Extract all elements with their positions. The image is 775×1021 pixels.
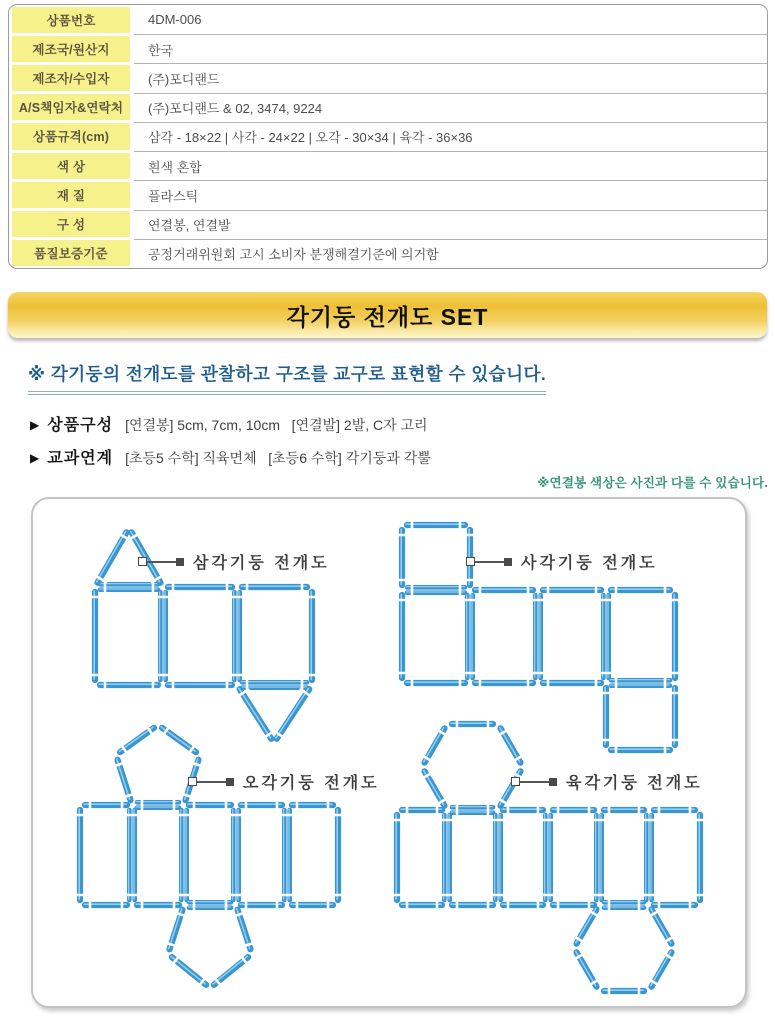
table-row xyxy=(9,34,767,63)
spec-value: 흰색 혼합 xyxy=(134,151,767,180)
leader-line xyxy=(520,781,549,783)
leader-start-square-icon xyxy=(466,557,475,566)
table-row xyxy=(9,239,767,268)
net-label-triangular-prism xyxy=(138,550,330,573)
net-label-text: 사각기둥 전개도 xyxy=(521,555,658,572)
product-spec-table xyxy=(8,4,768,269)
product-photo-panel xyxy=(31,497,747,1008)
bullet-text: [연결봉] 5cm, 7cm, 10cm [연결발] 2발, C자 고리 xyxy=(125,417,428,433)
leader-line xyxy=(197,781,226,783)
table-row xyxy=(9,93,767,122)
table-row xyxy=(9,180,767,209)
prism-nets-illustration xyxy=(30,505,748,1005)
bullet-title: 상품구성 xyxy=(47,417,114,434)
bullet-triangle-icon: ▶ xyxy=(30,418,40,432)
net-label-text: 육각기둥 전개도 xyxy=(566,775,703,792)
spec-label: 색 상 xyxy=(12,153,130,179)
leader-line xyxy=(475,561,504,563)
bullet-triangle-icon: ▶ xyxy=(30,451,40,465)
leader-end-square-icon xyxy=(226,778,234,786)
leader-end-square-icon xyxy=(549,778,557,786)
section-banner xyxy=(8,292,767,338)
leader-start-square-icon xyxy=(511,777,520,786)
spec-label: A/S책임자&연락처 xyxy=(12,94,130,120)
leader-line xyxy=(147,561,176,563)
product-composition-row xyxy=(30,412,428,435)
net-label-text: 오각기둥 전개도 xyxy=(243,775,380,792)
spec-value: 연결봉, 연결발 xyxy=(134,210,767,239)
spec-label: 구 성 xyxy=(12,211,130,237)
leader-start-square-icon xyxy=(138,557,147,566)
table-row xyxy=(9,151,767,180)
spec-value: 삼각 - 18×22 | 사각 - 24×22 | 오각 - 30×34 | 육각 - 36×36 xyxy=(134,122,767,151)
color-disclaimer-note: ※연결봉 색상은 사진과 다를 수 있습니다. xyxy=(537,476,768,490)
feature-headline: ※ 각기둥의 전개도를 관찰하고 구조를 교구로 표현할 수 있습니다. xyxy=(28,361,546,395)
spec-value: 4DM-006 xyxy=(148,12,202,28)
bullet-text: [초등5 수학] 직육면체 [초등6 수학] 각기둥과 각뿔 xyxy=(125,450,431,466)
spec-value: 공정거래위원회 고시 소비자 분쟁해결기준에 의거함 xyxy=(134,239,767,268)
table-row xyxy=(9,210,767,239)
net-label-square-prism xyxy=(466,550,658,573)
spec-value: (주)포디랜드 xyxy=(134,63,767,92)
bullet-title: 교과연계 xyxy=(47,450,114,467)
net-label-hexagonal-prism xyxy=(511,770,703,793)
table-row xyxy=(9,5,767,34)
spec-label: 재 질 xyxy=(12,182,130,208)
spec-value: 플라스틱 xyxy=(134,180,767,209)
leader-end-square-icon xyxy=(504,558,512,566)
table-row xyxy=(9,122,767,151)
spec-label: 제조국/원산지 xyxy=(12,36,130,62)
leader-end-square-icon xyxy=(176,558,184,566)
spec-label: 상품규격(cm) xyxy=(12,123,130,149)
spec-label: 제조자/수입자 xyxy=(12,65,130,91)
net-label-pentagonal-prism xyxy=(188,770,380,793)
spec-value: (주)포디랜드 & 02, 3474, 9224 xyxy=(134,93,767,122)
spec-label: 상품번호 xyxy=(12,7,130,33)
section-title: 각기둥 전개도 SET xyxy=(286,303,489,330)
curriculum-link-row xyxy=(30,445,431,468)
spec-value: 한국 xyxy=(134,34,767,63)
net-label-text: 삼각기둥 전개도 xyxy=(193,555,330,572)
table-row xyxy=(9,63,767,92)
leader-start-square-icon xyxy=(188,777,197,786)
spec-label: 품질보증기준 xyxy=(12,240,130,266)
